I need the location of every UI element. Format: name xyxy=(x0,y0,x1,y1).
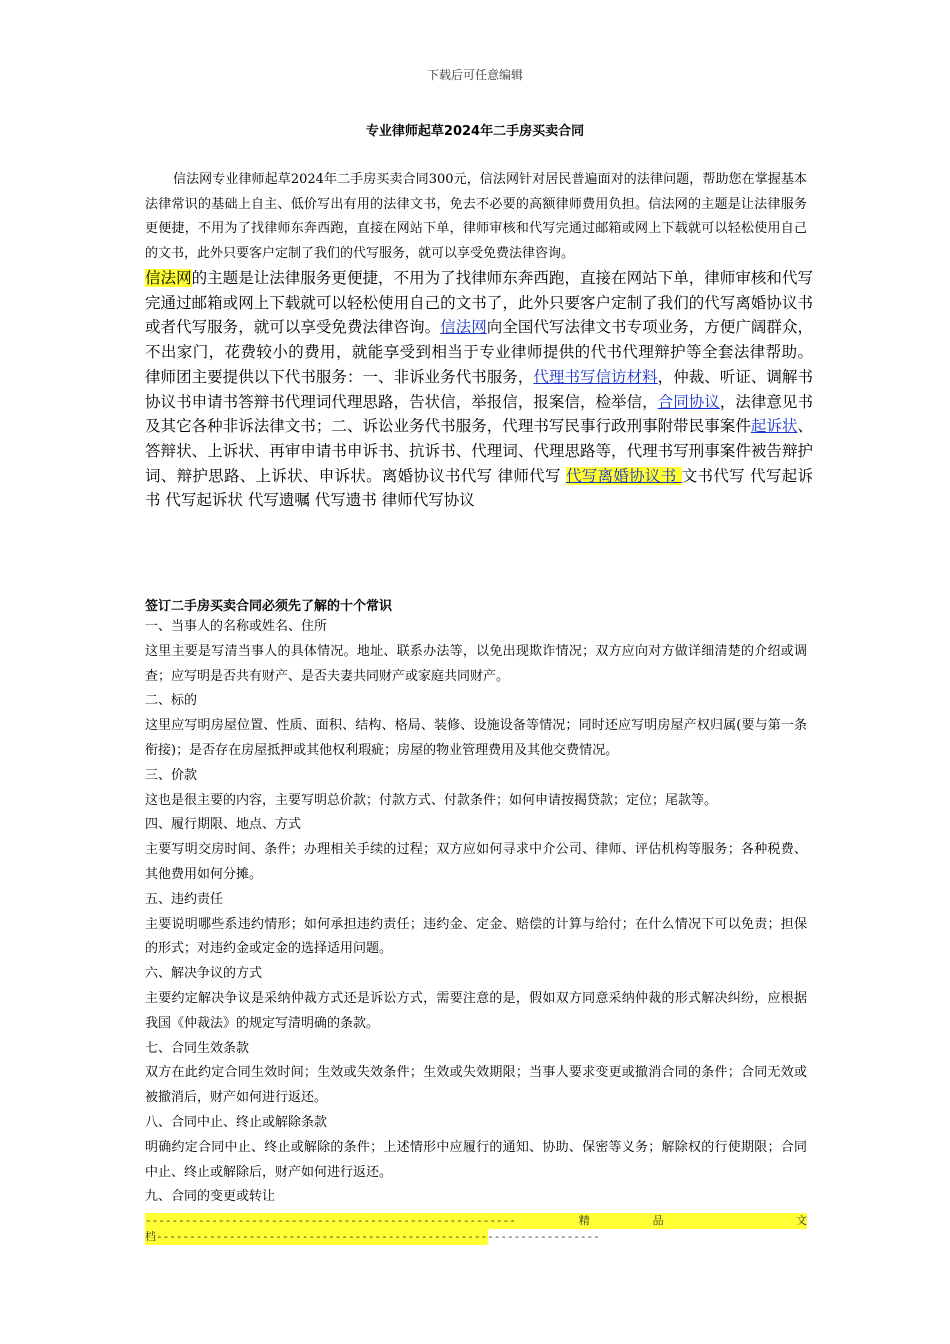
promo-text-4: ，法律意见书及其它各种非诉法律文书；二、诉讼业务代书服务，代理书写民事行政刑事附带民事案件 xyxy=(145,392,813,436)
section-body-5: 主要说明哪些系违约情形；如何承担违约责任；违约金、定金、赔偿的计算与给付；在什么情况下可以免责；担保的形式；对违约金或定金的选择适用问题。 xyxy=(145,916,807,957)
link-petition-materials[interactable]: 代理书写信访材料 xyxy=(533,367,658,386)
section-heading-2: 二、标的 xyxy=(145,693,198,709)
link-xinfawang[interactable]: 信法网 xyxy=(440,318,487,337)
footer-char-pin: 品 xyxy=(652,1214,664,1227)
section-body-4: 主要写明交房时间、条件；办理相关手续的过程；双方应如何寻求中介公司、律师、评估机构等服务；各种税费、其他费用如何分摊。 xyxy=(145,842,807,882)
section-heading-5: 五、违约责任 xyxy=(145,891,224,907)
promo-text-3: ，仲裁、听证、调解书协议书申请书答辩书代理词代理思路，告状信，举报信，报案信，检举信， xyxy=(145,367,813,411)
section-body-7: 双方在此约定合同生效时间；生效或失效条件；生效或失效期限；当事人要求变更或撤消合同的条件；合同无效或被撤消后，财产如何进行返还。 xyxy=(145,1065,807,1106)
section-body-1: 这里主要是写清当事人的具体情况。地址、联系办法等，以免出现欺诈情况；双方应向对方做详细清楚的介绍或调查；应写明是否共有财产、是否夫妻共同财产或家庭共同财产。 xyxy=(145,643,807,684)
intro-paragraph: 信法网专业律师起草2024年二手房买卖合同300元，信法网针对居民普遍面对的法律问题，帮助您在掌握基本法律常识的基础上自主、低价写出有用的法律文书，免去不必要的高额律师费用负担。信法网的主题是让法律服务更便捷，不用为了找律师东奔西跑，直接在网站下单，律师审核和代写完通过邮箱或网上下载就可以轻松使用自己的文书，此外只要客户定制了我们的代写服务，就可以享受免费法律咨询。 xyxy=(145,172,807,261)
page-header-note: 下载后可任意编辑 xyxy=(426,68,523,82)
link-complaint[interactable]: 起诉状 xyxy=(750,417,798,436)
footer-dashes-1: -------------------------------------------------------- xyxy=(145,1214,516,1227)
section-heading-8: 八、合同中止、终止或解除条款 xyxy=(145,1114,328,1130)
section-title: 签订二手房买卖合同必须先了解的十个常识 xyxy=(145,599,393,614)
link-divorce-agreement[interactable]: 代写离婚协议书 xyxy=(565,466,682,485)
section-body-6: 主要约定解决争议是采纳仲裁方式还是诉讼方式，需要注意的是，假如双方同意采纳仲裁的形式解决纠纷，应根据我国《仲裁法》的规定写清明确的条款。 xyxy=(145,990,807,1031)
document-title: 专业律师起草2024年二手房买卖合同 xyxy=(365,124,585,139)
footer-row-1 xyxy=(145,1213,807,1229)
section-heading-4: 四、履行期限、地点、方式 xyxy=(145,817,302,833)
footer-row-2 xyxy=(145,1229,600,1245)
promo-text-1: 的主题是让法律服务更便捷，不用为了找律师东奔西跑，直接在网站下单，律师审核和代写完通过邮箱或网上下载就可以轻松使用自己的文书了，此外只要客户定制了我们的代写离婚协议书或者代写服务，就可以享受免费法律咨询。 xyxy=(145,269,813,337)
highlight-xinfawang: 信法网 xyxy=(145,269,192,287)
section-body-3: 这也是很主要的内容，主要写明总价款；付款方式、付款条件；如何申请按揭贷款；定位；尾款等。 xyxy=(145,792,718,808)
section-body-2: 这里应写明房屋位置、性质、面积、结构、格局、装修、设施设备等情况；同时还应写明房屋产权归属(要与第一条衔接)；是否存在房屋抵押或其他权利瑕疵；房屋的物业管理费用及其他交费情况。 xyxy=(145,718,807,758)
footer-char-wen: 文 xyxy=(796,1214,807,1227)
section-heading-9: 九、合同的变更或转让 xyxy=(145,1189,276,1205)
section-heading-1: 一、当事人的名称或姓名、住所 xyxy=(145,619,328,634)
promo-paragraph xyxy=(145,266,813,513)
footer-char-dang: 档 xyxy=(145,1230,156,1243)
link-contract-agreement[interactable]: 合同协议 xyxy=(657,392,720,411)
page-footer-banner xyxy=(145,1213,807,1245)
footer-spacer xyxy=(727,1213,734,1229)
sections-list xyxy=(145,615,807,1210)
promo-text-6: 文书代写 代写起诉书 代写起诉状 代写遗嘱 代写遗书 律师代写协议 xyxy=(145,466,813,510)
section-heading-6: 六、解决争议的方式 xyxy=(145,966,263,982)
section-heading-7: 七、合同生效条款 xyxy=(145,1040,250,1056)
promo-text-2: 向全国代写法律文书专项业务，方便广阔群众，不出家门，花费较小的费用，就能享受到相当于专业律师提供的代书代理辩护等全套法律帮助。 律师团主要提供以下代书服务：一、非诉业务代书服务， xyxy=(145,318,813,386)
promo-text-5: 、答辩状、上诉状、再审申请书申诉书、抗诉书、代理词、代理思路等，代理书写刑事案件被告辩护词、辩护思路、上诉状、申诉状。离婚协议书代写 律师代写 xyxy=(145,417,813,485)
footer-char-jing: 精 xyxy=(578,1214,590,1227)
section-body-8: 明确约定合同中止、终止或解除的条件；上述情形中应履行的通知、协助、保密等义务；解除权的行使期限；合同中止、终止或解除后，财产如何进行返还。 xyxy=(145,1139,807,1180)
section-heading-3: 三、价款 xyxy=(145,767,198,783)
footer-dashes-2: ------------------------------------------------------------------- xyxy=(156,1230,600,1243)
